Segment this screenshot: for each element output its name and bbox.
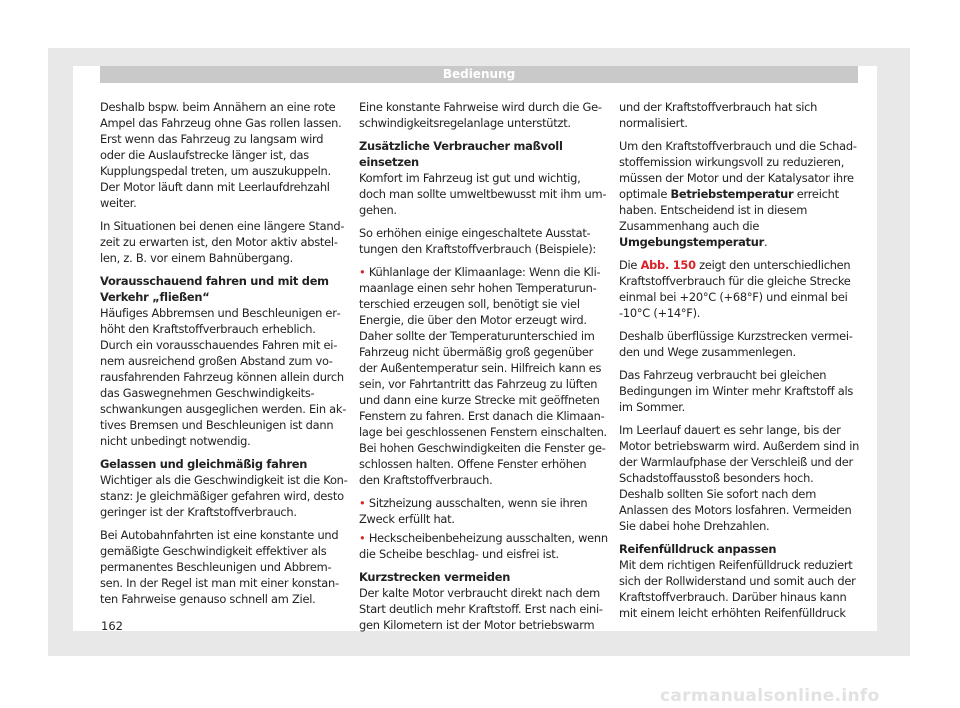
- paragraph: Eine konstante Fahrweise wird durch die Geschwindigkeitsregelanlage unterstützt.: [359, 100, 603, 130]
- bullet-icon: •: [359, 496, 366, 510]
- paragraph: Deshalb überflüssige Kurzstrecken vermeiden und Wege zusammenlegen.: [619, 329, 853, 359]
- paragraph: Bei Autobahnfahrten ist eine konstante und gemäßigte Geschwindigkeit effektiver als permanentes Beschleunigen und Abbremsen. In der Regel ist man mit einer konstanten Fahrweise genauso schnell am Ziel.: [100, 528, 340, 606]
- paragraph: Im Leerlauf dauert es sehr lange, bis der Motor betriebswarm wird. Außerdem sind in der Warmlaufphase der Verschleiß und der Schadstoffausstoß besonders hoch. Deshalb sollten Sie sofort nach dem Anlassen des Motors losfahren. Vermeiden Sie dabei hohe Drehzahlen.: [619, 423, 860, 533]
- paragraph: Wichtiger als die Geschwindigkeit ist die Konstanz: Je gleichmäßiger gefahren wird, desto geringer ist der Kraftstoffverbrauch.: [100, 473, 348, 519]
- bold-term: Umgebungstemperatur: [619, 235, 764, 249]
- list-item-text: Heckscheibenbeheizung ausschalten, wenn die Scheibe beschlag- und eisfrei ist.: [359, 531, 608, 561]
- text-run: Um den Kraftstoffverbrauch und die Schadstoffemission wirkungsvoll zu reduzieren, müssen der Motor und der Katalysator ihre optimale: [619, 139, 857, 201]
- page-number: 162: [101, 619, 123, 633]
- list-item: [359, 530, 609, 562]
- section-header: Bedienung: [100, 66, 858, 83]
- figure-reference-link[interactable]: Abb. 150: [640, 258, 696, 272]
- watermark: carmanualsonline.info: [660, 686, 880, 706]
- paragraph: und der Kraftstoffverbrauch hat sich normalisiert.: [619, 100, 818, 130]
- text-column-1: [100, 99, 350, 614]
- section-heading: Vorausschauend fahren und mit dem Verkehr „fließen“: [100, 274, 329, 304]
- bullet-icon: •: [359, 531, 366, 545]
- list-item-text: Kühlanlage der Klimaanlage: Wenn die Klimaanlage einen sehr hohen Temperaturunterschied erzeugen soll, benötigt sie viel Energie, die über den Motor erzeugt wird. Daher sollte der Temperaturunterschied im Fahrzeug nicht übermäßig groß gegenüber der Außentemperatur sein. Hilfreich kann es sein, vor Fahrtantritt das Fahrzeug zu lüften und dann eine kurze Strecke mit geöffneten Fenstern zu fahren. Erst danach die Klimaanlage bei geschlossenen Fenstern einschalten. Bei hohen Geschwindigkeiten die Fenster geschlossen halten. Offene Fenster erhöhen den Kraftstoffverbrauch.: [359, 265, 607, 487]
- paragraph: Deshalb bspw. beim Annähern an eine rote Ampel das Fahrzeug ohne Gas rollen lassen. Erst wenn das Fahrzeug zu langsam wird oder die Auslaufstrecke länger ist, das Kupplungspedal treten, um auszukuppeln. Der Motor läuft dann mit Leerlaufdrehzahl weiter.: [100, 100, 342, 210]
- list-item: [359, 264, 609, 488]
- paragraph: Häufiges Abbremsen und Beschleunigen erhöht den Kraftstoffverbrauch erheblich. Durch ein vorausschauendes Fahren mit einem ausreichend großen Abstand zum vorausfahrenden Fahrzeug können allein durch das Gaswegnehmen Geschwindigkeitsschwankungen ausgeglichen werden. Ein aktives Bremsen und Beschleunigen ist dann nicht unbedingt notwendig.: [100, 306, 347, 448]
- section-heading: Zusätzliche Verbraucher maßvoll einsetzen: [359, 139, 563, 169]
- section-heading: Kurzstrecken vermeiden: [359, 570, 511, 584]
- paragraph: In Situationen bei denen eine längere Standzeit zu erwarten ist, den Motor aktiv abstellen, z. B. vor einem Bahnübergang.: [100, 219, 345, 265]
- section-heading: Gelassen und gleichmäßig fahren: [100, 457, 308, 471]
- paragraph: Der kalte Motor verbraucht direkt nach dem Start deutlich mehr Kraftstoff. Erst nach einigen Kilometern ist der Motor betriebswarm: [359, 586, 604, 632]
- paragraph: Mit dem richtigen Reifenfülldruck reduziert sich der Rollwiderstand und somit auch der Kraftstoffverbrauch. Darüber hinaus kann mit einem leicht erhöhten Reifenfülldruck: [619, 558, 856, 620]
- text-run: erreicht haben. Entscheidend ist in diesem Zusammenhang auch die: [619, 187, 839, 233]
- paragraph: [619, 257, 861, 321]
- list-item: [359, 495, 609, 527]
- paragraph: Komfort im Fahrzeug ist gut und wichtig, doch man sollte umweltbewusst mit ihm umgehen.: [359, 171, 607, 217]
- text-column-3: [619, 99, 861, 628]
- section-heading: Reifenfülldruck anpassen: [619, 542, 777, 556]
- bullet-icon: •: [359, 265, 366, 279]
- list-item-text: Sitzheizung ausschalten, wenn sie ihren Zweck erfüllt hat.: [359, 496, 588, 526]
- text-run: .: [763, 235, 768, 249]
- text-run: Die: [619, 258, 641, 272]
- paragraph: [619, 138, 861, 250]
- text-run: zeigt den unterschiedlichen Kraftstoffverbrauch für die gleiche Strecke einmal bei +20°C (+68°F) und einmal bei -10°C (+14°F).: [619, 258, 851, 320]
- bold-term: Betriebstemperatur: [670, 187, 794, 201]
- text-column-2: [359, 99, 609, 640]
- paragraph: Das Fahrzeug verbraucht bei gleichen Bedingungen im Winter mehr Kraftstoff als im Sommer.: [619, 368, 854, 414]
- paragraph: So erhöhen einige eingeschaltete Ausstattungen den Kraftstoffverbrauch (Beispiele):: [359, 226, 596, 256]
